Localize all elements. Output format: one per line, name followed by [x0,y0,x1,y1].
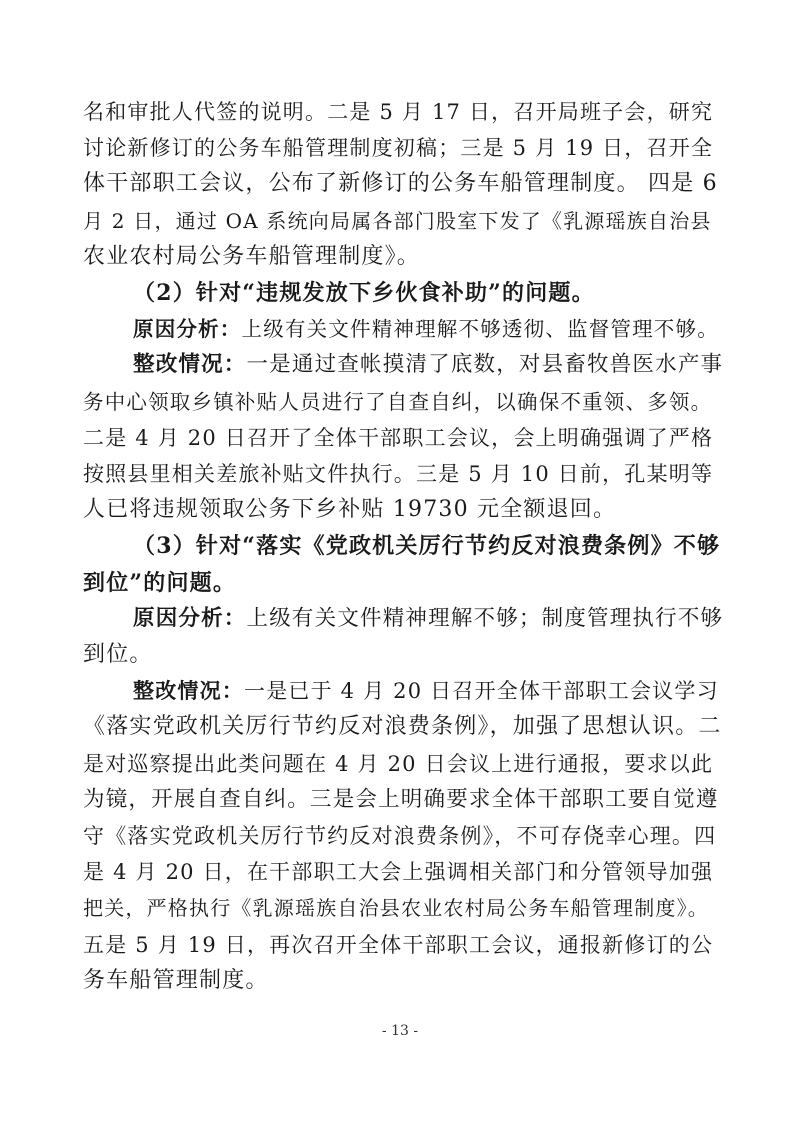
cause-analysis-label: 原因分析： [133,605,247,631]
paragraph-line: 到位。 [83,642,153,667]
paragraph-line: 《落实党政机关厉行节约反对浪费条例》，加强了思想认识。二 [83,714,722,740]
paragraph-line: 名和审批人代签的说明。二是 5 月 17 日，召开局班子会，研究 [83,100,714,124]
paragraph-line: 务中心领取乡镇补贴人员进行了自查自纠，以确保不重领、多领。 [83,389,713,414]
paragraph-line: 为镜，开展自查自纠。三是会上明确要求全体干部职工要自觉遵 [83,786,719,812]
section-heading-3: （3）针对“落实《党政机关厉行节约反对浪费条例》不够 [133,533,721,560]
paragraph-line: 讨论新修订的公务车船管理制度初稿；三是 5 月 19 日，召开全 [83,136,714,161]
paragraph-line: 月 2 日，通过 OA 系统向局属各部门股室下发了《乳源瑶族自治县 [83,208,712,233]
cause-analysis-line: 原因分析：上级有关文件精神理解不够透彻、监督管理不够。 [133,317,719,342]
rectification-line: 整改情况：一是已于 4 月 20 日召开全体干部职工会议学习 [133,678,719,704]
paragraph-line: 二是 4 月 20 日召开了全体干部职工会议，会上明确强调了严格 [83,425,714,450]
section-heading-2: （2）针对“违规发放下乡伙食补助”的问题。 [133,280,595,306]
paragraph-line: 人已将违规领取公务下乡补贴 19730 元全额退回。 [83,497,617,523]
paragraph-line: 务车船管理制度。 [83,967,269,993]
cause-analysis-label: 原因分析： [133,317,242,342]
paragraph-line: 农业农村局公务车船管理制度》。 [83,243,421,269]
paragraph-line: 把关，严格执行《乳源瑶族自治县农业农村局公务车船管理制度》。 [83,896,709,921]
paragraph-line: 守《落实党政机关厉行节约反对浪费条例》，不可存侥幸心理。四 [83,824,717,848]
paragraph-line: 是对巡察提出此类问题在 4 月 20 日会议上进行通报，要求以此 [83,751,714,776]
page-number: - 13 - [381,1023,419,1039]
rectification-line: 整改情况：一是通过查帐摸清了底数，对县畜牧兽医水产事 [133,352,724,378]
rectification-label: 整改情况： [133,352,247,378]
paragraph-line: 按照县里相关差旅补贴文件执行。三是 5 月 10 日前，孔某明等 [83,462,714,486]
rectification-label: 整改情况： [133,678,244,704]
paragraph-line: 五是 5 月 19 日，再次召开全体干部职工会议，通报新修订的公 [83,932,714,957]
paragraph-line: 是 4 月 20 日，在干部职工大会上强调相关部门和分管领导加强 [83,860,714,885]
section-heading-3-cont: 到位”的问题。 [83,569,237,596]
paragraph-line: 体干部职工会议，公布了新修订的公务车船管理制度。 四是 6 [83,171,718,197]
cause-analysis-line: 原因分析：上级有关文件精神理解不够；制度管理执行不够 [133,605,724,631]
